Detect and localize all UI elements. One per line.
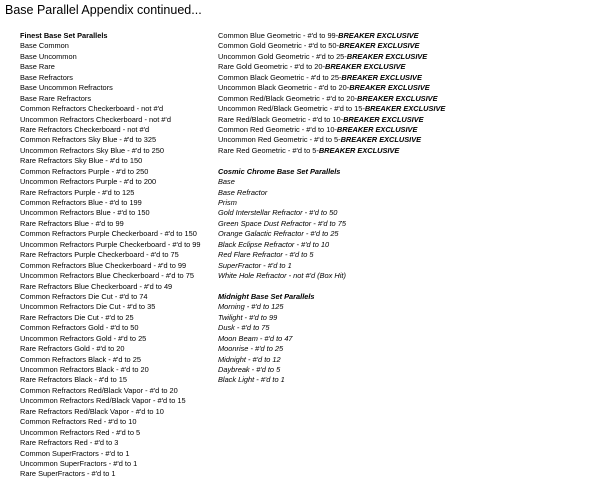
- breaker-exclusive-tag: BREAKER EXCLUSIVE: [364, 104, 446, 114]
- list-item: Common Refractors Gold - #'d to 50: [20, 323, 139, 333]
- list-item: White Hole Refractor - not #'d (Box Hit): [218, 271, 346, 281]
- list-item: SuperFractor - #'d to 1: [218, 260, 292, 270]
- list-item: Rare Refractors Red/Black Vapor - #'d to 10: [20, 406, 164, 416]
- list-item: Prism: [218, 198, 237, 207]
- item-text: Rare Gold Geometric - #'d to 20-: [218, 62, 325, 72]
- list-item: Base Common: [20, 41, 69, 51]
- list-item: Moon Beam - #'d to 47: [218, 333, 293, 343]
- item-text: Common Blue Geometric - #'d to 99-: [218, 31, 339, 40]
- finest-section-title: Finest Base Set Parallels: [20, 31, 108, 40]
- list-item: Rare Refractors Purple Checkerboard - #'d to 75: [20, 250, 179, 260]
- list-item: Rare Refractors Sky Blue - #'d to 150: [20, 156, 143, 166]
- list-item: Dusk - #'d to 75: [218, 323, 270, 333]
- breaker-exclusive-tag: BREAKER EXCLUSIVE: [338, 41, 420, 51]
- cosmic-parallels-section: [218, 167, 598, 282]
- list-item: Common Refractors Black - #'d to 25: [20, 354, 141, 364]
- finest-parallels-column: [20, 31, 220, 480]
- item-text: Common Red/Black Geometric - #'d to 20-: [218, 93, 358, 103]
- list-item: [218, 31, 598, 41]
- breaker-exclusive-tag: BREAKER EXCLUSIVE: [324, 62, 406, 72]
- midnight-parallels-section: [218, 292, 598, 386]
- list-item: [218, 146, 598, 156]
- list-item: Rare Refractors Black - #'d to 15: [20, 375, 127, 385]
- breaker-exclusive-tag: BREAKER EXCLUSIVE: [340, 135, 422, 145]
- item-text: Uncommon Gold Geometric - #'d to 25-: [218, 51, 347, 61]
- list-item: Uncommon Refractors Checkerboard - not #'d: [20, 114, 171, 124]
- list-item: Moonrise - #'d to 25: [218, 344, 284, 354]
- list-item: [218, 94, 598, 104]
- section-spacer: [218, 282, 598, 292]
- list-item: Rare Refractors Red - #'d to 3: [20, 438, 119, 448]
- list-item: Rare Refractors Die Cut - #'d to 25: [20, 312, 134, 322]
- item-text: Rare Red/Black Geometric - #'d to 10-: [218, 114, 344, 124]
- list-item: Rare SuperFractors - #'d to 1: [20, 469, 116, 479]
- list-item: Rare Refractors Checkerboard - not #'d: [20, 124, 150, 134]
- list-item: Morning - #'d to 125: [218, 302, 284, 312]
- list-item: Black Light - #'d to 1: [218, 375, 285, 385]
- list-item: Rare Refractors Purple - #'d to 125: [20, 187, 135, 197]
- list-item: [218, 104, 598, 114]
- list-item: [218, 62, 598, 72]
- list-item: Common Refractors Blue Checkerboard - #'d to 99: [20, 260, 187, 270]
- list-item: [218, 115, 598, 125]
- list-item: Common Refractors Purple Checkerboard - #'d to 150: [20, 229, 197, 239]
- item-text: Rare Red Geometric - #'d to 5-: [218, 145, 319, 155]
- list-item: Base: [218, 177, 235, 187]
- list-item: Common Refractors Red/Black Vapor - #'d to 20: [20, 385, 178, 395]
- list-item: Uncommon Refractors Purple Checkerboard - #'d to 99: [20, 239, 201, 249]
- list-item: Base Rare Refractors: [20, 93, 92, 103]
- list-item: [218, 41, 598, 51]
- item-text: Uncommon Red/Black Geometric - #'d to 15-: [218, 104, 365, 114]
- list-item: [218, 135, 598, 145]
- list-item: Common Refractors Checkerboard - not #'d: [20, 104, 164, 114]
- list-item: [218, 125, 598, 135]
- list-item: Uncommon Refractors Red/Black Vapor - #'d to 15: [20, 396, 186, 406]
- list-item: Daybreak - #'d to 5: [218, 365, 281, 374]
- item-text: Common Gold Geometric - #'d to 50-: [218, 41, 339, 51]
- list-item: Gold Interstellar Refractor - #'d to 50: [218, 208, 338, 218]
- list-item: Base Refractors: [20, 72, 73, 82]
- geometric-parallels-list: [218, 31, 598, 156]
- list-item: Uncommon Refractors Gold - #'d to 25: [20, 333, 147, 343]
- list-item: Uncommon Refractors Blue Checkerboard - #'d to 75: [20, 271, 194, 281]
- list-item: [218, 73, 598, 83]
- list-item: Common Refractors Purple - #'d to 250: [20, 166, 149, 176]
- list-item: Base Uncommon: [20, 51, 77, 61]
- item-text: Uncommon Red Geometric - #'d to 5-: [218, 135, 341, 145]
- list-item: Rare Refractors Gold - #'d to 20: [20, 344, 125, 354]
- breaker-exclusive-tag: BREAKER EXCLUSIVE: [357, 93, 438, 103]
- list-item: Common SuperFractors - #'d to 1: [20, 448, 130, 458]
- list-item: Rare Refractors Blue - #'d to 99: [20, 218, 124, 228]
- breaker-exclusive-tag: BREAKER EXCLUSIVE: [341, 72, 422, 82]
- list-item: Twilight - #'d to 99: [218, 312, 278, 322]
- list-item: [218, 83, 598, 93]
- list-item: Common Refractors Die Cut - #'d to 74: [20, 291, 148, 301]
- section-spacer: [218, 156, 598, 166]
- item-text: Uncommon Black Geometric - #'d to 20-: [218, 83, 350, 93]
- breaker-exclusive-tag: BREAKER EXCLUSIVE: [318, 145, 400, 155]
- list-item: Uncommon Refractors Die Cut - #'d to 35: [20, 302, 156, 312]
- item-text: Common Black Geometric - #'d to 25-: [218, 72, 342, 82]
- list-item: Common Refractors Red - #'d to 10: [20, 417, 137, 427]
- breaker-exclusive-tag: BREAKER EXCLUSIVE: [338, 31, 419, 40]
- list-item: Rare Refractors Blue Checkerboard - #'d to 49: [20, 281, 173, 291]
- list-item: Base Uncommon Refractors: [20, 83, 113, 93]
- right-column: [218, 31, 598, 386]
- list-item: Common Refractors Blue - #'d to 199: [20, 198, 142, 207]
- breaker-exclusive-tag: BREAKER EXCLUSIVE: [349, 83, 430, 93]
- list-item: Uncommon Refractors Purple - #'d to 200: [20, 177, 157, 187]
- breaker-exclusive-tag: BREAKER EXCLUSIVE: [343, 114, 424, 124]
- list-item: Common Refractors Sky Blue - #'d to 325: [20, 135, 157, 145]
- list-item: Orange Galactic Refractor - #'d to 25: [218, 229, 339, 239]
- list-item: Uncommon SuperFractors - #'d to 1: [20, 458, 138, 468]
- list-item: Midnight - #'d to 12: [218, 354, 281, 364]
- list-item: Uncommon Refractors Black - #'d to 20: [20, 365, 149, 374]
- cosmic-section-title: Cosmic Chrome Base Set Parallels: [218, 166, 341, 176]
- page-title: Base Parallel Appendix continued...: [5, 3, 202, 17]
- list-item: [218, 52, 598, 62]
- list-item: Uncommon Refractors Sky Blue - #'d to 250: [20, 145, 164, 155]
- list-item: Green Space Dust Refractor - #'d to 75: [218, 218, 346, 228]
- breaker-exclusive-tag: BREAKER EXCLUSIVE: [346, 51, 428, 61]
- list-item: Base Refractor: [218, 187, 268, 197]
- midnight-section-title: Midnight Base Set Parallels: [218, 291, 315, 301]
- list-item: Red Flare Refractor - #'d to 5: [218, 250, 314, 260]
- breaker-exclusive-tag: BREAKER EXCLUSIVE: [336, 124, 418, 134]
- list-item: Black Eclipse Refractor - #'d to 10: [218, 239, 330, 249]
- item-text: Common Red Geometric - #'d to 10-: [218, 124, 337, 134]
- list-item: Uncommon Refractors Red - #'d to 5: [20, 427, 141, 437]
- list-item: Uncommon Refractors Blue - #'d to 150: [20, 208, 150, 218]
- list-item: Base Rare: [20, 62, 55, 72]
